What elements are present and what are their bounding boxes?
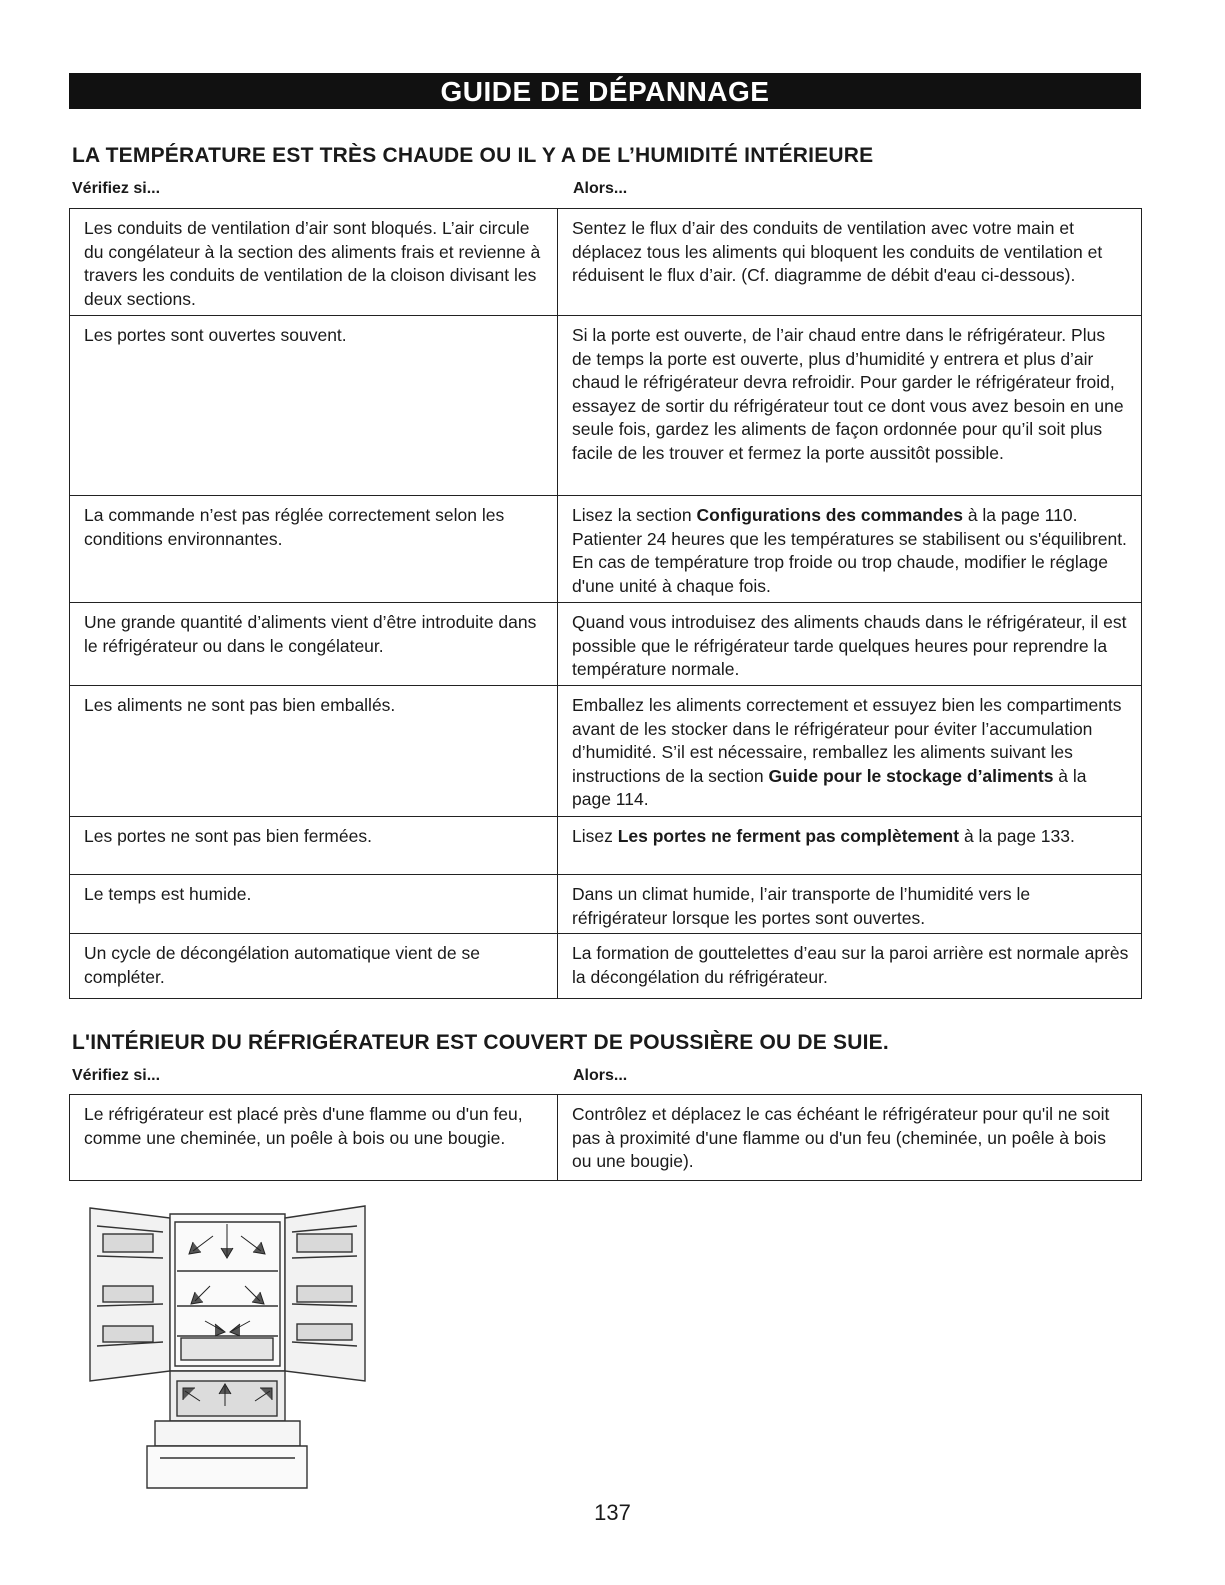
section1-title: LA TEMPÉRATURE EST TRÈS CHAUDE OU IL Y A DE L’HUMIDITÉ INTÉRIEURE	[72, 144, 874, 167]
table-row	[70, 209, 1142, 316]
check-cell: Les portes ne sont pas bien fermées.	[70, 817, 558, 875]
table-row	[70, 1095, 1142, 1181]
then-cell: Lisez Les portes ne ferment pas complètement à la page 133.	[558, 817, 1142, 875]
then-cell: Quand vous introduisez des aliments chauds dans le réfrigérateur, il est possible que le réfrigérateur tarde quelques heures pour reprendre la température normale.	[558, 603, 1142, 686]
section2-col-check: Vérifiez si...	[72, 1067, 161, 1084]
fridge-airflow-illustration	[85, 1196, 370, 1491]
table-row	[70, 686, 1142, 817]
check-cell: Une grande quantité d’aliments vient d’être introduite dans le réfrigérateur ou dans le congélateur.	[70, 603, 558, 686]
section1-table	[69, 208, 1142, 999]
check-cell: Un cycle de décongélation automatique vient de se compléter.	[70, 934, 558, 999]
then-cell: Lisez la section Configurations des commandes à la page 110. Patienter 24 heures que les températures se stabilisent ou s'équilibrent. En cas de température trop froide ou trop chaude, modifier le réglage d'une unité à chaque fois.	[558, 496, 1142, 603]
check-cell: Les conduits de ventilation d’air sont bloqués. L’air circule du congélateur à la section des aliments frais et revienne à travers les conduits de ventilation de la cloison divisant les deux sections.	[70, 209, 558, 316]
section2-col-then: Alors...	[573, 1067, 628, 1084]
section1-col-then: Alors...	[573, 180, 628, 197]
table-row	[70, 875, 1142, 934]
then-cell: Sentez le flux d’air des conduits de ventilation avec votre main et déplacez tous les aliments qui bloquent les conduits de ventilation et réduisent le flux d’air. (Cf. diagramme de débit d'eau ci-dessous).	[558, 209, 1142, 316]
table-row	[70, 603, 1142, 686]
then-cell: Si la porte est ouverte, de l’air chaud entre dans le réfrigérateur. Plus de temps la porte est ouverte, plus d’humidité y entrera et plus d’air chaud le réfrigérateur devra refroidir. Pour garder le réfrigérateur froid, essayez de sortir du réfrigérateur tout ce dont vous avez besoin en une seule fois, gardez les aliments de façon ordonnée pour qu’il soit plus facile de les trouver et fermez la porte aussitôt possible.	[558, 316, 1142, 496]
table-row	[70, 496, 1142, 603]
section1-col-check: Vérifiez si...	[72, 180, 161, 197]
section2-title: L'INTÉRIEUR DU RÉFRIGÉRATEUR EST COUVERT DE POUSSIÈRE OU DE SUIE.	[72, 1031, 889, 1054]
page-number: 137	[594, 1500, 631, 1525]
check-cell: Le réfrigérateur est placé près d'une flamme ou d'un feu, comme une cheminée, un poêle à bois ou une bougie.	[70, 1095, 558, 1181]
then-cell: Contrôlez et déplacez le cas échéant le réfrigérateur pour qu'il ne soit pas à proximité d'une flamme ou d'un feu (cheminée, un poêle à bois ou une bougie).	[558, 1095, 1142, 1181]
check-cell: Les portes sont ouvertes souvent.	[70, 316, 558, 496]
table-row	[70, 817, 1142, 875]
then-cell: La formation de gouttelettes d’eau sur la paroi arrière est normale après la décongélation du réfrigérateur.	[558, 934, 1142, 999]
check-cell: La commande n’est pas réglée correctement selon les conditions environnantes.	[70, 496, 558, 603]
check-cell: Les aliments ne sont pas bien emballés.	[70, 686, 558, 817]
page-banner: GUIDE DE DÉPANNAGE	[69, 73, 1141, 109]
then-cell: Emballez les aliments correctement et essuyez bien les compartiments avant de les stocker dans le réfrigérateur pour éviter l’accumulation d’humidité. S’il est nécessaire, remballez les aliments suivant les instructions de la section Guide pour le stockage d’aliments à la page 114.	[558, 686, 1142, 817]
then-cell: Dans un climat humide, l’air transporte de l’humidité vers le réfrigérateur lorsque les portes sont ouvertes.	[558, 875, 1142, 934]
check-cell: Le temps est humide.	[70, 875, 558, 934]
table-row	[70, 934, 1142, 999]
table-row	[70, 316, 1142, 496]
section2-table	[69, 1094, 1142, 1181]
